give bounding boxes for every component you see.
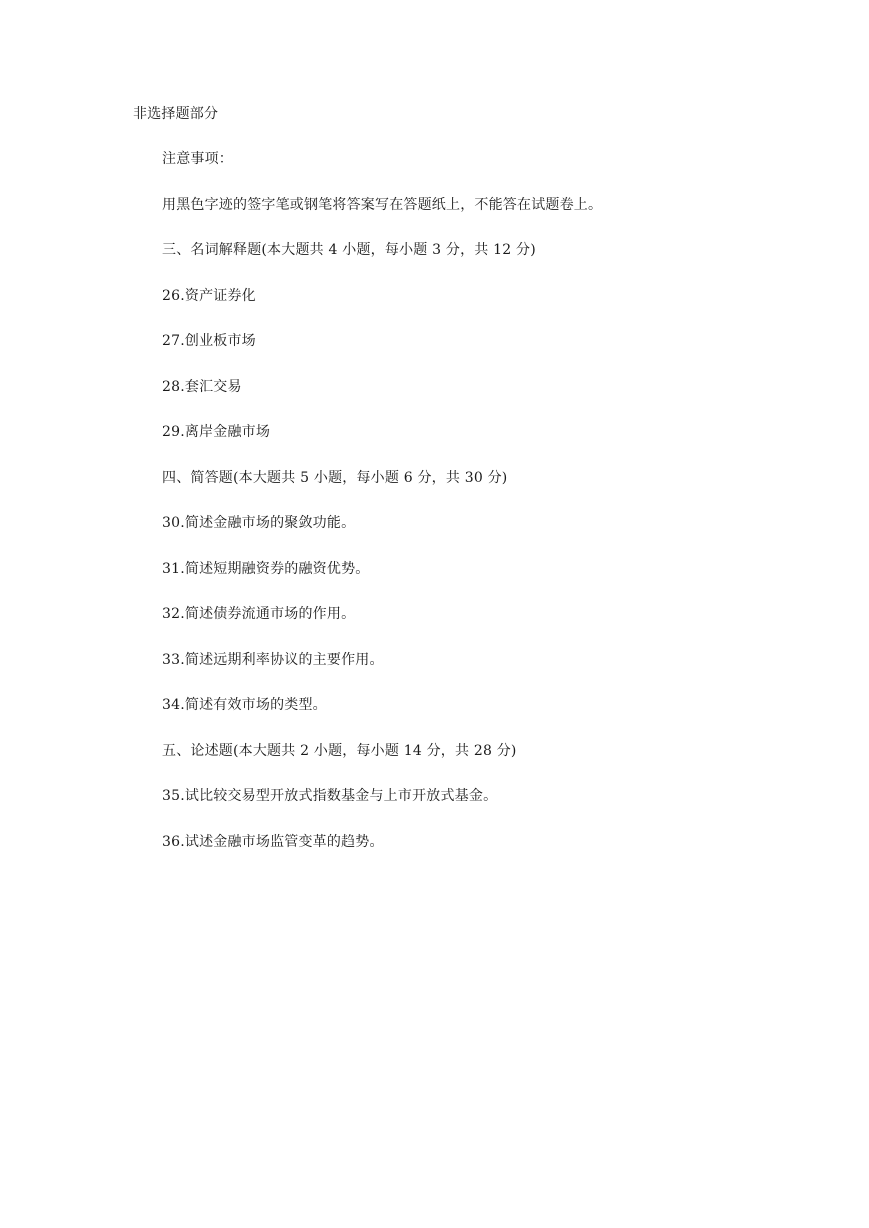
section-heading-terms: 三、名词解释题(本大题共 4 小题，每小题 3 分，共 12 分)	[162, 242, 536, 258]
question-34: 34.简述有效市场的类型。	[162, 697, 327, 713]
question-30: 30.简述金融市场的聚敛功能。	[162, 515, 356, 531]
question-35: 35.试比较交易型开放式指数基金与上市开放式基金。	[162, 788, 498, 804]
question-33: 33.简述远期利率协议的主要作用。	[162, 651, 384, 668]
question-27: 27.创业板市场	[162, 333, 256, 349]
part-title: 非选择题部分	[133, 106, 219, 122]
question-28: 28.套汇交易	[162, 378, 242, 395]
question-31: 31.简述短期融资券的融资优势。	[162, 560, 370, 577]
question-29: 29.离岸金融市场	[162, 424, 271, 440]
notice-text: 用黑色字迹的签字笔或钢笔将答案写在答题纸上，不能答在试题卷上。	[162, 196, 603, 213]
question-32: 32.简述债券流通市场的作用。	[162, 606, 356, 622]
question-26: 26.资产证券化	[162, 287, 256, 304]
question-36: 36.试述金融市场监管变革的趋势。	[162, 833, 384, 850]
document-content	[133, 104, 813, 877]
section-heading-short-answer: 四、简答题(本大题共 5 小题，每小题 6 分，共 30 分)	[162, 469, 508, 486]
notice-heading: 注意事项：	[162, 151, 233, 167]
section-heading-essay: 五、论述题(本大题共 2 小题，每小题 14 分，共 28 分)	[162, 742, 517, 759]
